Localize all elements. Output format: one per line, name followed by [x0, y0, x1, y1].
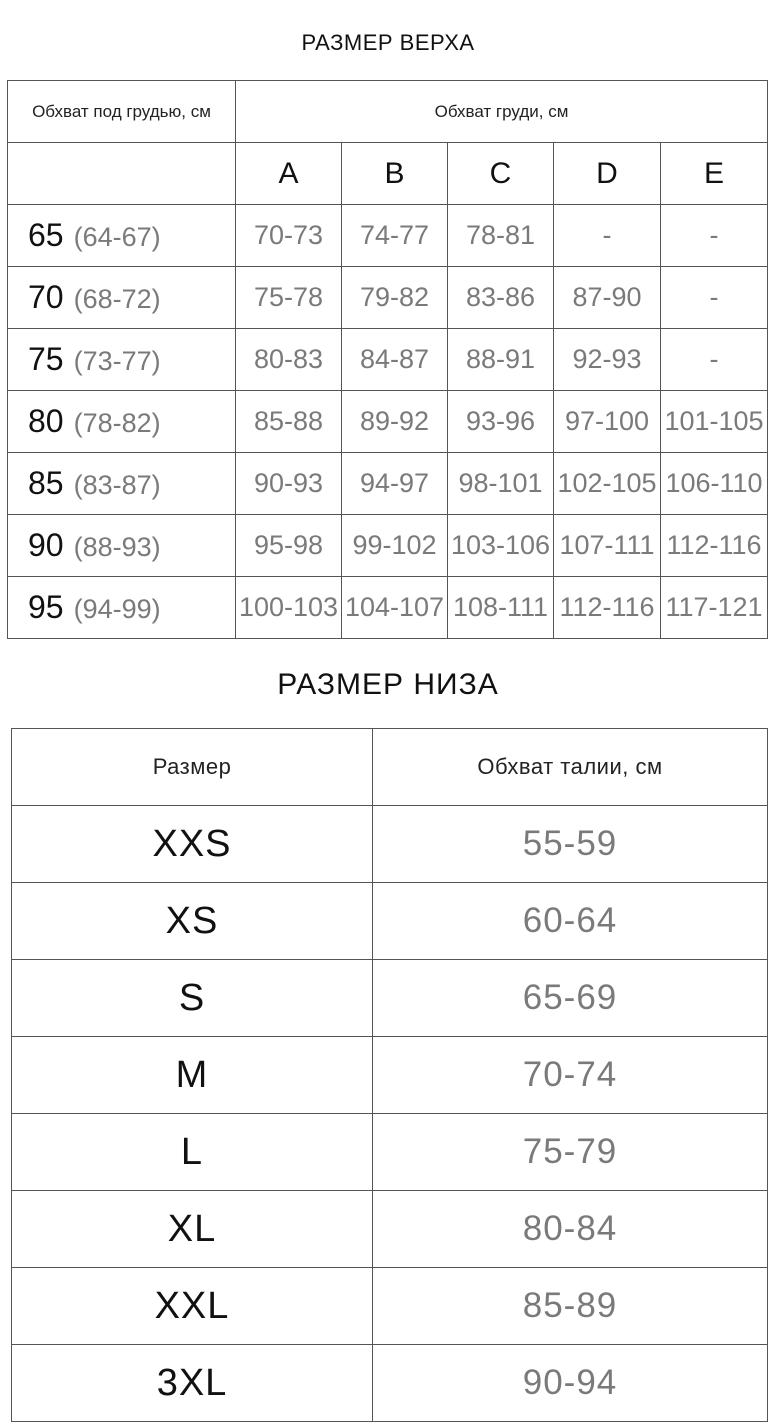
bust-range-cell: 117-121	[661, 577, 768, 639]
band-size: 65	[28, 217, 64, 253]
bust-range-cell: 84-87	[342, 329, 448, 391]
bust-range-cell: 87-90	[554, 267, 661, 329]
cup-empty-cell	[8, 143, 236, 205]
band-size: 80	[28, 403, 64, 439]
band-range: (68-72)	[73, 284, 161, 314]
bottom-table-row	[12, 960, 768, 1037]
waist-cell: 75-79	[373, 1114, 768, 1191]
band-cell	[8, 329, 236, 391]
bust-range-cell: 80-83	[236, 329, 342, 391]
bust-range-cell: 112-116	[554, 577, 661, 639]
bottom-table-row	[12, 1191, 768, 1268]
size-cell: S	[12, 960, 373, 1037]
bust-range-cell: 75-78	[236, 267, 342, 329]
bust-range-cell: 101-105	[661, 391, 768, 453]
waist-cell: 90-94	[373, 1345, 768, 1422]
top-table-row	[8, 267, 768, 329]
top-header-row	[8, 81, 768, 143]
bottom-table-row	[12, 1268, 768, 1345]
band-size: 90	[28, 527, 64, 563]
cup-e: E	[661, 143, 768, 205]
band-header: Обхват под грудью, см	[8, 81, 236, 143]
cup-d: D	[554, 143, 661, 205]
band-cell	[8, 267, 236, 329]
bust-range-cell: 95-98	[236, 515, 342, 577]
bottom-table-row	[12, 1114, 768, 1191]
top-table-row	[8, 577, 768, 639]
bust-range-cell: -	[661, 267, 768, 329]
cup-c: C	[448, 143, 554, 205]
top-table-row	[8, 205, 768, 267]
bottom-table-row	[12, 883, 768, 960]
waist-cell: 55-59	[373, 806, 768, 883]
bust-range-cell: 107-111	[554, 515, 661, 577]
size-cell: L	[12, 1114, 373, 1191]
bust-range-cell: 94-97	[342, 453, 448, 515]
waist-cell: 70-74	[373, 1037, 768, 1114]
band-size: 85	[28, 465, 64, 501]
bottom-table-row	[12, 806, 768, 883]
size-cell: XXL	[12, 1268, 373, 1345]
bottom-size-table	[11, 728, 768, 1422]
band-cell	[8, 515, 236, 577]
size-cell: 3XL	[12, 1345, 373, 1422]
size-header: Размер	[12, 729, 373, 806]
band-range: (78-82)	[73, 408, 161, 438]
bust-range-cell: 104-107	[342, 577, 448, 639]
bust-range-cell: 102-105	[554, 453, 661, 515]
bust-range-cell: -	[661, 329, 768, 391]
bust-range-cell: 103-106	[448, 515, 554, 577]
bust-range-cell: 70-73	[236, 205, 342, 267]
top-table-row	[8, 329, 768, 391]
top-table-row	[8, 515, 768, 577]
bust-range-cell: 89-92	[342, 391, 448, 453]
bust-range-cell: 106-110	[661, 453, 768, 515]
waist-cell: 65-69	[373, 960, 768, 1037]
cup-b: B	[342, 143, 448, 205]
waist-header: Обхват талии, см	[373, 729, 768, 806]
waist-cell: 60-64	[373, 883, 768, 960]
bust-range-cell: 93-96	[448, 391, 554, 453]
bust-range-cell: 79-82	[342, 267, 448, 329]
band-cell	[8, 453, 236, 515]
size-cell: XXS	[12, 806, 373, 883]
cup-a: A	[236, 143, 342, 205]
bust-range-cell: 112-116	[661, 515, 768, 577]
top-table-row	[8, 453, 768, 515]
size-cell: XL	[12, 1191, 373, 1268]
top-size-title: РАЗМЕР ВЕРХА	[301, 30, 475, 55]
band-cell	[8, 577, 236, 639]
waist-cell: 85-89	[373, 1268, 768, 1345]
waist-cell: 80-84	[373, 1191, 768, 1268]
bust-range-cell: 83-86	[448, 267, 554, 329]
bust-range-cell: 100-103	[236, 577, 342, 639]
band-size: 70	[28, 279, 64, 315]
bust-range-cell: -	[661, 205, 768, 267]
bust-range-cell: 99-102	[342, 515, 448, 577]
bottom-table-row	[12, 1345, 768, 1422]
band-range: (83-87)	[73, 470, 161, 500]
bottom-size-title: РАЗМЕР НИЗА	[277, 668, 499, 701]
band-size: 95	[28, 589, 64, 625]
band-range: (64-67)	[73, 222, 161, 252]
bust-range-cell: 97-100	[554, 391, 661, 453]
bust-range-cell: 85-88	[236, 391, 342, 453]
bust-range-cell: 78-81	[448, 205, 554, 267]
bust-range-cell: 90-93	[236, 453, 342, 515]
top-table-row	[8, 391, 768, 453]
band-range: (94-99)	[73, 594, 161, 624]
band-cell	[8, 205, 236, 267]
bust-range-cell: 92-93	[554, 329, 661, 391]
band-cell	[8, 391, 236, 453]
cup-row	[8, 143, 768, 205]
bottom-header-row	[12, 729, 768, 806]
size-cell: XS	[12, 883, 373, 960]
top-size-table	[7, 80, 768, 639]
size-cell: M	[12, 1037, 373, 1114]
band-range: (88-93)	[73, 532, 161, 562]
band-size: 75	[28, 341, 64, 377]
band-range: (73-77)	[73, 346, 161, 376]
bust-header: Обхват груди, см	[236, 81, 768, 143]
bust-range-cell: 98-101	[448, 453, 554, 515]
bust-range-cell: 108-111	[448, 577, 554, 639]
bust-range-cell: 74-77	[342, 205, 448, 267]
bottom-table-row	[12, 1037, 768, 1114]
bust-range-cell: -	[554, 205, 661, 267]
bust-range-cell: 88-91	[448, 329, 554, 391]
